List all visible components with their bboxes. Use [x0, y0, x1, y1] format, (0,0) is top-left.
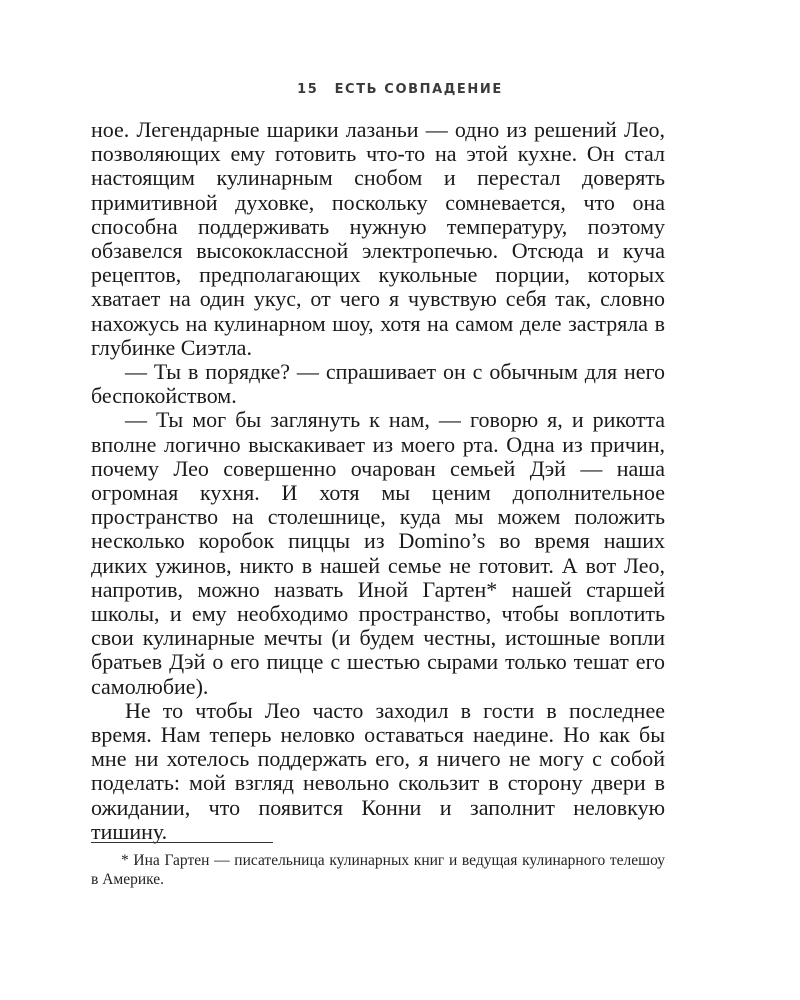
paragraph-continuation: ное. Легендарные шарики лазаньи — одно из решений Лео, позволяющих ему готовить что-то на этой кухне. Он стал настоящим кулинарным снобом и перестал доверять примитивной духовке, поскольку сомневается, что она способна поддерживать нужную температуру, поэтому обзавелся высококлассной электропечью. Отсюда и куча рецептов, предполагающих кукольные порции, которых хватает на один укус, от чего я чувствую себя так, словно нахожусь на кулинарном шоу, хотя на самом деле застряла в глубинке Сиэтла.: [91, 117, 665, 360]
chapter-title: ЕСТЬ СОВПАДЕНИЕ: [334, 82, 503, 97]
page-number: 15: [297, 82, 319, 97]
paragraph: Не то чтобы Лео часто заходил в гости в последнее время. Нам теперь неловко оставаться наедине. Но как бы мне ни хотелось поддержать его, я ничего не могу с собой поделать: мой взгляд невольно скользит в сторону двери в ожидании, что появится Конни и заполнит неловкую тишину.: [91, 697, 665, 844]
running-header: [0, 82, 800, 97]
body-text: [91, 118, 665, 844]
footnote: * Ина Гартен — писательница кулинарных книг и ведущая кулинарного телешоу в Америке.: [91, 852, 665, 888]
footnote-divider: [91, 842, 273, 843]
dialogue-paragraph: — Ты в порядке? — спрашивает он с обычным для него беспокойством.: [91, 359, 665, 409]
dialogue-paragraph: — Ты мог бы заглянуть к нам, — говорю я, и рикотта вполне логично выскакивает из моего рта. Одна из причин, почему Лео совершенно очарован семьей Дэй — наша огромная кухня. И хотя мы ценим дополнительное пространство на столешнице, куда мы можем положить несколько коробок пиццы из Domino’s во время наших диких ужинов, никто в нашей семье не готовит. А вот Лео, напротив, можно назвать Иной Гартен* нашей старшей школы, и ему необходимо пространство, чтобы воплотить свои кулинарные мечты (и будем честны, истошные вопли братьев Дэй о его пицце с шестью сырами только тешат его самолюбие).: [91, 407, 665, 699]
